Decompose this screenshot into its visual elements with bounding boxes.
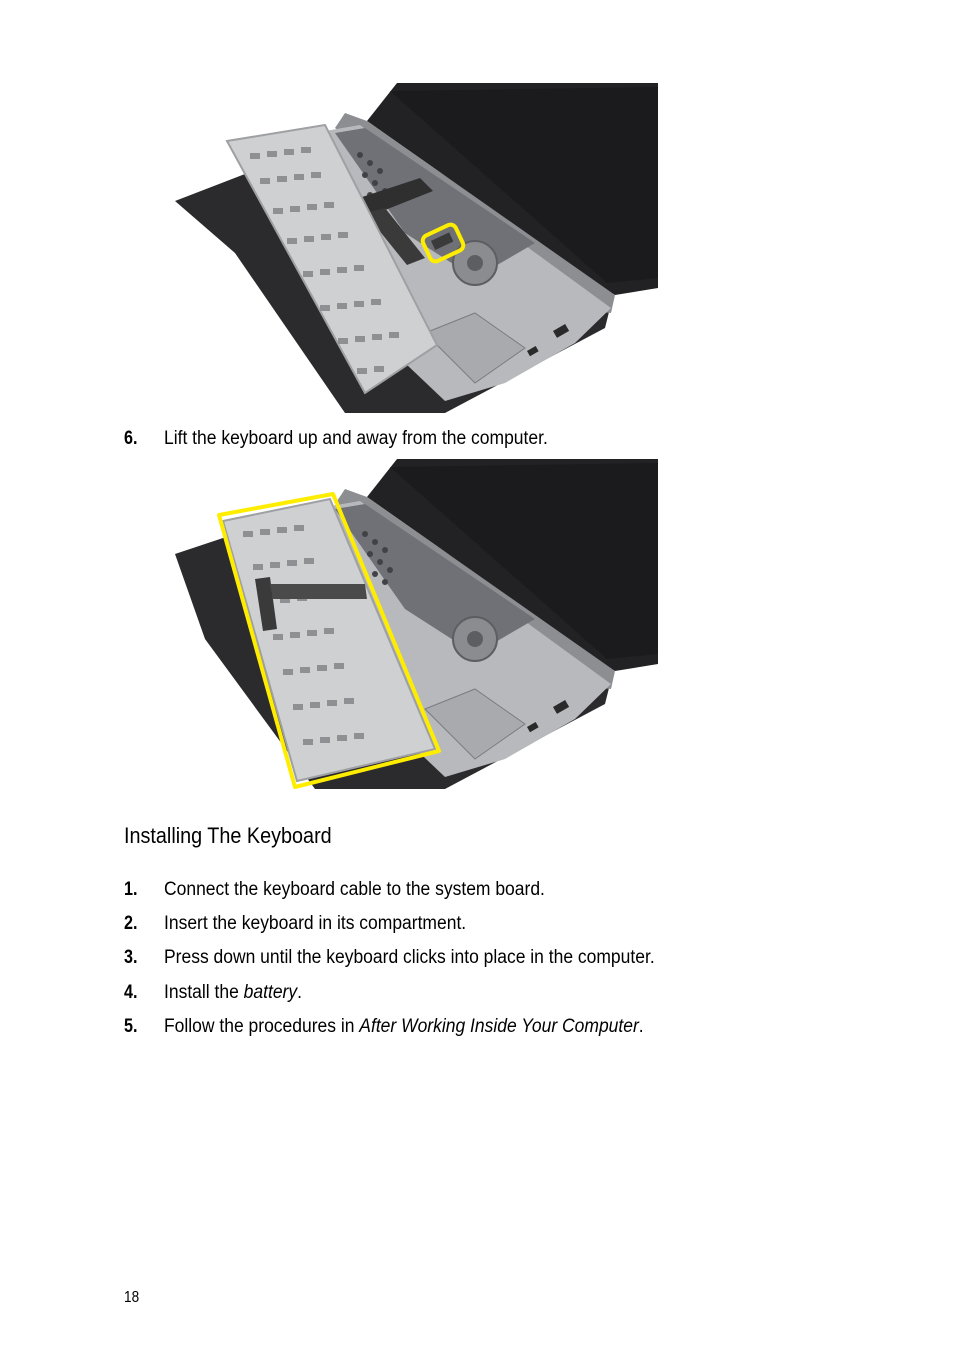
step-text: Install the battery. (164, 982, 302, 1003)
laptop-illustration-2 (175, 459, 658, 789)
section-heading: Installing The Keyboard (124, 823, 332, 848)
laptop-illustration-1 (175, 83, 658, 413)
step-number: 1. (124, 879, 138, 900)
step-number: 2. (124, 913, 138, 934)
step-text: Connect the keyboard cable to the system board. (164, 879, 545, 900)
step-text: Follow the procedures in After Working Inside Your Computer. (164, 1016, 644, 1037)
page-number: 18 (124, 1289, 140, 1306)
step-text: Press down until the keyboard clicks into place in the computer. (164, 947, 655, 968)
step-number: 5. (124, 1016, 138, 1037)
figure-keyboard-removed (175, 459, 658, 789)
figure-keyboard-cable-connector (175, 83, 658, 413)
after-working-link[interactable]: After Working Inside Your Computer (359, 1016, 639, 1037)
step-number: 3. (124, 947, 138, 968)
step-text: Insert the keyboard in its compartment. (164, 913, 467, 934)
step-number: 6. (124, 428, 138, 449)
battery-link[interactable]: battery (243, 982, 298, 1003)
step-text: Lift the keyboard up and away from the computer. (164, 428, 548, 449)
step-number: 4. (124, 982, 138, 1003)
